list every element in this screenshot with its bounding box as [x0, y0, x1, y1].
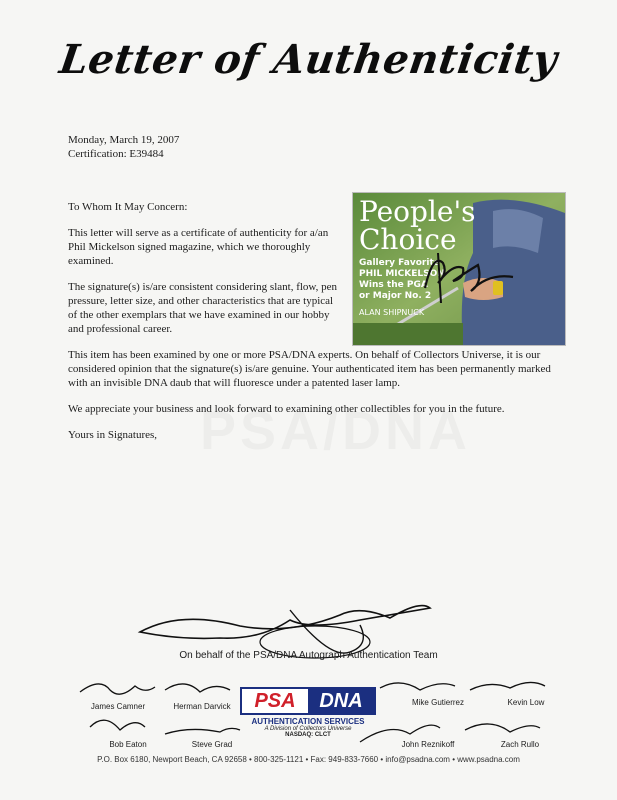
magazine-photo-art	[353, 193, 565, 345]
paragraph-3: This item has been examined by one or more PSA/DNA experts. On behalf of Collectors Universe, it is our considered opinion that the signature(s) is/are genuine. Your authenticated item has been permanently marked with an invisible DNA daub that will fluoresce under a patented laser lamp.	[68, 349, 551, 389]
logo-division: A Division of Collectors Universe	[264, 726, 352, 732]
logo-nasdaq: NASDAQ: CLCT	[285, 732, 331, 738]
photo-line-3: Wins the PGA	[359, 280, 428, 290]
photo-line-1: Gallery Favorite	[359, 258, 440, 268]
team-line: On behalf of the PSA/DNA Autograph Authentication Team	[179, 650, 438, 661]
photo-byline: ALAN SHIPNUCK	[359, 308, 425, 317]
closing: Yours in Signatures,	[68, 429, 158, 441]
signer-name: James Camner	[90, 702, 146, 711]
signer-name: Bob Eaton	[109, 740, 147, 749]
letter-date: Monday, March 19, 2007	[68, 134, 180, 146]
letter-meta	[68, 133, 179, 161]
photo-headline-1: People's	[359, 195, 476, 228]
magazine-photo	[352, 192, 566, 346]
letter-footer: P.O. Box 6180, Newport Beach, CA 92658 • 800-325-1121 • Fax: 949-833-7660 • info@psadna.com • www.psadna.com	[97, 755, 520, 764]
signer-name: Herman Darvick	[173, 702, 231, 711]
psa-dna-logo	[240, 687, 376, 738]
paragraph-1: This letter will serve as a certificate of authenticity for a/an Phil Mickelson signed magazine, which we thoroughly examined.	[68, 227, 329, 267]
logo-dna: DNA	[308, 689, 374, 713]
logo-services: AUTHENTICATION SERVICES	[251, 717, 365, 726]
certification-number: Certification: E39484	[68, 148, 164, 160]
signer-name: Kevin Low	[507, 698, 545, 707]
letter-title: Letter of Authenticity	[56, 36, 561, 83]
logo-psa: PSA	[242, 689, 308, 713]
logo-wordmark	[240, 687, 376, 715]
salutation: To Whom It May Concern:	[68, 201, 188, 213]
signer-name: John Reznikoff	[401, 740, 455, 749]
paragraph-4: We appreciate your business and look forward to examining other collectibles for you in the future.	[68, 403, 505, 415]
photo-line-2: PHIL MICKELSON	[359, 269, 445, 279]
signer-name: Mike Gutierrez	[411, 698, 464, 707]
paragraph-2: The signature(s) is/are consistent considering slant, flow, pen pressure, letter size, and other characteristics that are typical of the other exemplars that we have examined in our hobby and professional career.	[68, 281, 338, 335]
photo-headline-2: Choice	[359, 223, 457, 256]
photo-line-4: or Major No. 2	[359, 291, 432, 301]
signer-name: Steve Grad	[191, 740, 233, 749]
signer-name: Zach Rullo	[500, 740, 540, 749]
